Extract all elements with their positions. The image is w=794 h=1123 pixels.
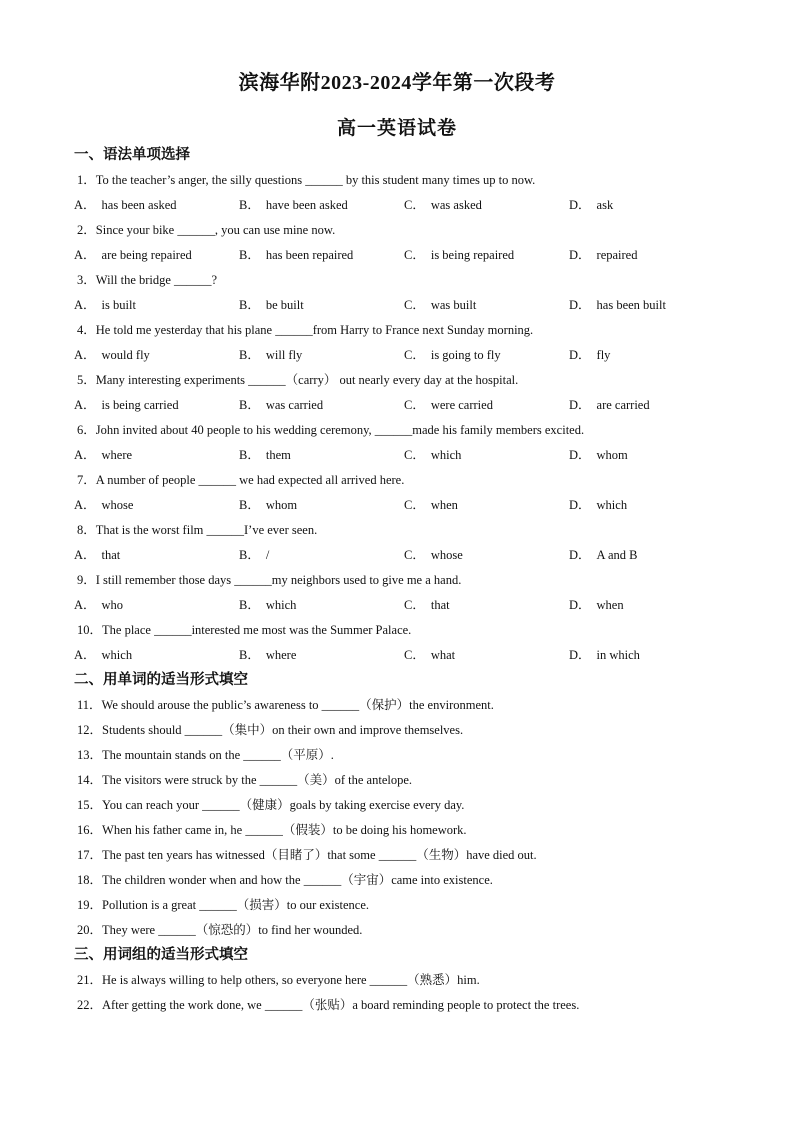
question-text: That is the worst film ______I’ve ever seen. [95, 523, 318, 537]
option-item [74, 493, 239, 518]
option-item [569, 343, 734, 368]
option-item [404, 443, 569, 468]
option-item [569, 193, 734, 218]
question-text: You can reach your ______（健康）goals by taking exercise every day. [102, 798, 465, 812]
option-item [404, 593, 569, 618]
question-number: 17． [77, 848, 103, 862]
option-text: fly [596, 348, 611, 362]
option-letter: C． [404, 548, 425, 562]
option-text: is being carried [101, 398, 179, 412]
option-item [239, 593, 404, 618]
question-number: 6． [77, 423, 96, 437]
question-number: 14． [77, 773, 103, 787]
option-letter: D． [569, 598, 591, 612]
option-item [404, 543, 569, 568]
question-number: 9． [77, 573, 96, 587]
question-text: They were ______（惊恐的）to find her wounded. [102, 923, 363, 937]
option-item [404, 193, 569, 218]
exam-subtitle: 高一英语试卷 [336, 118, 457, 139]
options-row [74, 393, 734, 418]
option-item [239, 443, 404, 468]
option-text: where [101, 448, 133, 462]
option-letter: D． [569, 348, 591, 362]
option-text: when [430, 498, 458, 512]
option-item [239, 643, 404, 668]
option-text: were carried [430, 398, 493, 412]
question-line [74, 268, 734, 293]
exam-title: 滨海华附2023-2024学年第一次段考 [238, 72, 556, 94]
option-item [239, 193, 404, 218]
option-letter: B． [239, 398, 260, 412]
question-number: 12． [77, 723, 103, 737]
question-text: He told me yesterday that his plane ______from Harry to France next Sunday morning. [95, 323, 534, 337]
question-text: The past ten years has witnessed（目睹了）that some ______（生物）have died out. [102, 848, 537, 862]
option-text: who [101, 598, 124, 612]
option-letter: B． [239, 498, 260, 512]
question-line [74, 568, 734, 593]
options-row [74, 443, 734, 468]
option-text: what [430, 648, 456, 662]
question-text: Will the bridge ______? [95, 273, 218, 287]
option-item [569, 493, 734, 518]
option-letter: B． [239, 198, 260, 212]
option-letter: A． [74, 598, 96, 612]
option-text: which [430, 448, 462, 462]
option-text: A and B [596, 548, 638, 562]
exam-body [74, 143, 734, 1018]
question-number: 18． [77, 873, 103, 887]
question-text: I still remember those days ______my neighbors used to give me a hand. [95, 573, 462, 587]
option-letter: C． [404, 198, 425, 212]
option-item [74, 243, 239, 268]
option-item [74, 593, 239, 618]
option-item [404, 393, 569, 418]
option-letter: C． [404, 398, 425, 412]
question-text: The children wonder when and how the ______（宇宙）came into existence. [102, 873, 493, 887]
option-item [239, 293, 404, 318]
option-text: was carried [265, 398, 324, 412]
option-text: has been repaired [265, 248, 354, 262]
option-letter: C． [404, 448, 425, 462]
option-text: would fly [101, 348, 150, 362]
option-item [404, 293, 569, 318]
question-line [74, 718, 734, 743]
option-text: which [101, 648, 133, 662]
question-line [74, 893, 734, 918]
option-item [239, 243, 404, 268]
option-letter: A． [74, 248, 96, 262]
option-letter: D． [569, 448, 591, 462]
option-text: will fly [265, 348, 303, 362]
question-number: 1． [77, 173, 96, 187]
question-text: Students should ______（集中）on their own and improve themselves. [102, 723, 464, 737]
question-line [74, 968, 734, 993]
option-text: which [265, 598, 297, 612]
option-text: which [596, 498, 628, 512]
question-line [74, 843, 734, 868]
option-letter: D． [569, 298, 591, 312]
question-text: He is always willing to help others, so everyone here ______（熟悉）him. [102, 973, 480, 987]
option-text: has been asked [101, 198, 177, 212]
option-text: be built [265, 298, 304, 312]
option-item [569, 293, 734, 318]
question-line [74, 618, 734, 643]
option-letter: D． [569, 548, 591, 562]
question-line [74, 168, 734, 193]
option-letter: C． [404, 248, 425, 262]
option-text: whom [265, 498, 298, 512]
question-line [74, 468, 734, 493]
question-line [74, 868, 734, 893]
question-text: Since your bike ______, you can use mine now. [95, 223, 336, 237]
option-item [74, 643, 239, 668]
option-letter: A． [74, 398, 96, 412]
question-line [74, 368, 734, 393]
question-number: 15． [77, 798, 103, 812]
question-text: The visitors were struck by the ______（美）of the antelope. [102, 773, 413, 787]
option-item [404, 243, 569, 268]
option-letter: A． [74, 498, 96, 512]
question-line [74, 793, 734, 818]
question-line [74, 743, 734, 768]
question-line [74, 768, 734, 793]
option-item [74, 293, 239, 318]
question-number: 11． [77, 698, 102, 712]
question-text: When his father came in, he ______（假装）to be doing his homework. [102, 823, 467, 837]
option-item [239, 493, 404, 518]
option-text: is being repaired [430, 248, 515, 262]
option-item [74, 543, 239, 568]
option-letter: B． [239, 648, 260, 662]
option-letter: D． [569, 398, 591, 412]
option-letter: D． [569, 198, 591, 212]
option-text: when [596, 598, 624, 612]
option-text: are carried [596, 398, 650, 412]
option-item [569, 543, 734, 568]
option-item [569, 443, 734, 468]
option-letter: A． [74, 448, 96, 462]
option-letter: C． [404, 648, 425, 662]
option-item [569, 393, 734, 418]
option-letter: B． [239, 548, 260, 562]
option-item [74, 343, 239, 368]
option-text: that [101, 548, 121, 562]
question-number: 22． [77, 998, 103, 1012]
option-letter: D． [569, 248, 591, 262]
question-text: Many interesting experiments ______（carry） out nearly every day at the hospital. [95, 373, 519, 387]
option-letter: D． [569, 648, 591, 662]
question-text: After getting the work done, we ______（张贴）a board reminding people to protect the trees. [102, 998, 580, 1012]
option-item [404, 643, 569, 668]
option-letter: A． [74, 648, 96, 662]
question-line [74, 993, 734, 1018]
option-letter: A． [74, 198, 96, 212]
option-letter: C． [404, 498, 425, 512]
option-letter: C． [404, 298, 425, 312]
section-heading: 二、用单词的适当形式填空 [74, 672, 248, 688]
question-line [74, 818, 734, 843]
options-row [74, 243, 734, 268]
option-item [239, 343, 404, 368]
question-line [74, 918, 734, 943]
options-row [74, 543, 734, 568]
options-row [74, 193, 734, 218]
option-letter: C． [404, 598, 425, 612]
question-number: 2． [77, 223, 96, 237]
option-item [404, 493, 569, 518]
question-text: The place ______interested me most was the Summer Palace. [102, 623, 412, 637]
section-heading: 一、语法单项选择 [74, 147, 190, 163]
option-item [239, 393, 404, 418]
options-row [74, 343, 734, 368]
question-number: 20． [77, 923, 103, 937]
option-item [404, 343, 569, 368]
options-row [74, 493, 734, 518]
option-item [569, 643, 734, 668]
options-row [74, 593, 734, 618]
question-number: 7． [77, 473, 96, 487]
option-text: that [430, 598, 450, 612]
option-letter: B． [239, 248, 260, 262]
question-text: To the teacher’s anger, the silly questions ______ by this student many times up to now. [95, 173, 536, 187]
option-item [74, 393, 239, 418]
options-row [74, 643, 734, 668]
question-number: 10． [77, 623, 103, 637]
section-heading: 三、用词组的适当形式填空 [74, 947, 248, 963]
option-item [569, 243, 734, 268]
option-text: is going to fly [430, 348, 501, 362]
option-text: was asked [430, 198, 482, 212]
question-text: John invited about 40 people to his wedding ceremony, ______made his family members excited. [95, 423, 585, 437]
question-number: 5． [77, 373, 96, 387]
options-row [74, 293, 734, 318]
option-text: is built [101, 298, 136, 312]
question-text: Pollution is a great ______（损害）to our existence. [102, 898, 369, 912]
question-line [74, 693, 734, 718]
question-number: 3． [77, 273, 96, 287]
question-number: 4． [77, 323, 96, 337]
option-letter: D． [569, 498, 591, 512]
option-text: have been asked [265, 198, 348, 212]
question-text: A number of people ______ we had expected all arrived here. [95, 473, 405, 487]
question-number: 16． [77, 823, 103, 837]
option-letter: A． [74, 548, 96, 562]
option-text: where [265, 648, 297, 662]
option-letter: A． [74, 298, 96, 312]
option-text: are being repaired [101, 248, 192, 262]
option-text: whose [101, 498, 134, 512]
option-letter: B． [239, 598, 260, 612]
option-text: whom [596, 448, 628, 462]
option-text: in which [596, 648, 640, 662]
option-text: has been built [596, 298, 666, 312]
option-text: / [265, 548, 270, 562]
question-number: 19． [77, 898, 103, 912]
question-text: The mountain stands on the ______（平原）. [102, 748, 334, 762]
question-line [74, 318, 734, 343]
option-letter: C． [404, 348, 425, 362]
option-letter: A． [74, 348, 96, 362]
question-number: 13． [77, 748, 103, 762]
question-line [74, 218, 734, 243]
option-text: repaired [596, 248, 638, 262]
question-line [74, 418, 734, 443]
question-number: 21． [77, 973, 103, 987]
option-letter: B． [239, 348, 260, 362]
option-item [239, 543, 404, 568]
option-item [74, 193, 239, 218]
question-line [74, 518, 734, 543]
option-text: whose [430, 548, 463, 562]
option-item [569, 593, 734, 618]
option-letter: B． [239, 448, 260, 462]
question-number: 8． [77, 523, 96, 537]
option-text: was built [430, 298, 477, 312]
option-text: them [265, 448, 291, 462]
question-text: We should arouse the public’s awareness to ______（保护）the environment. [101, 698, 494, 712]
option-letter: B． [239, 298, 260, 312]
option-text: ask [596, 198, 614, 212]
option-item [74, 443, 239, 468]
